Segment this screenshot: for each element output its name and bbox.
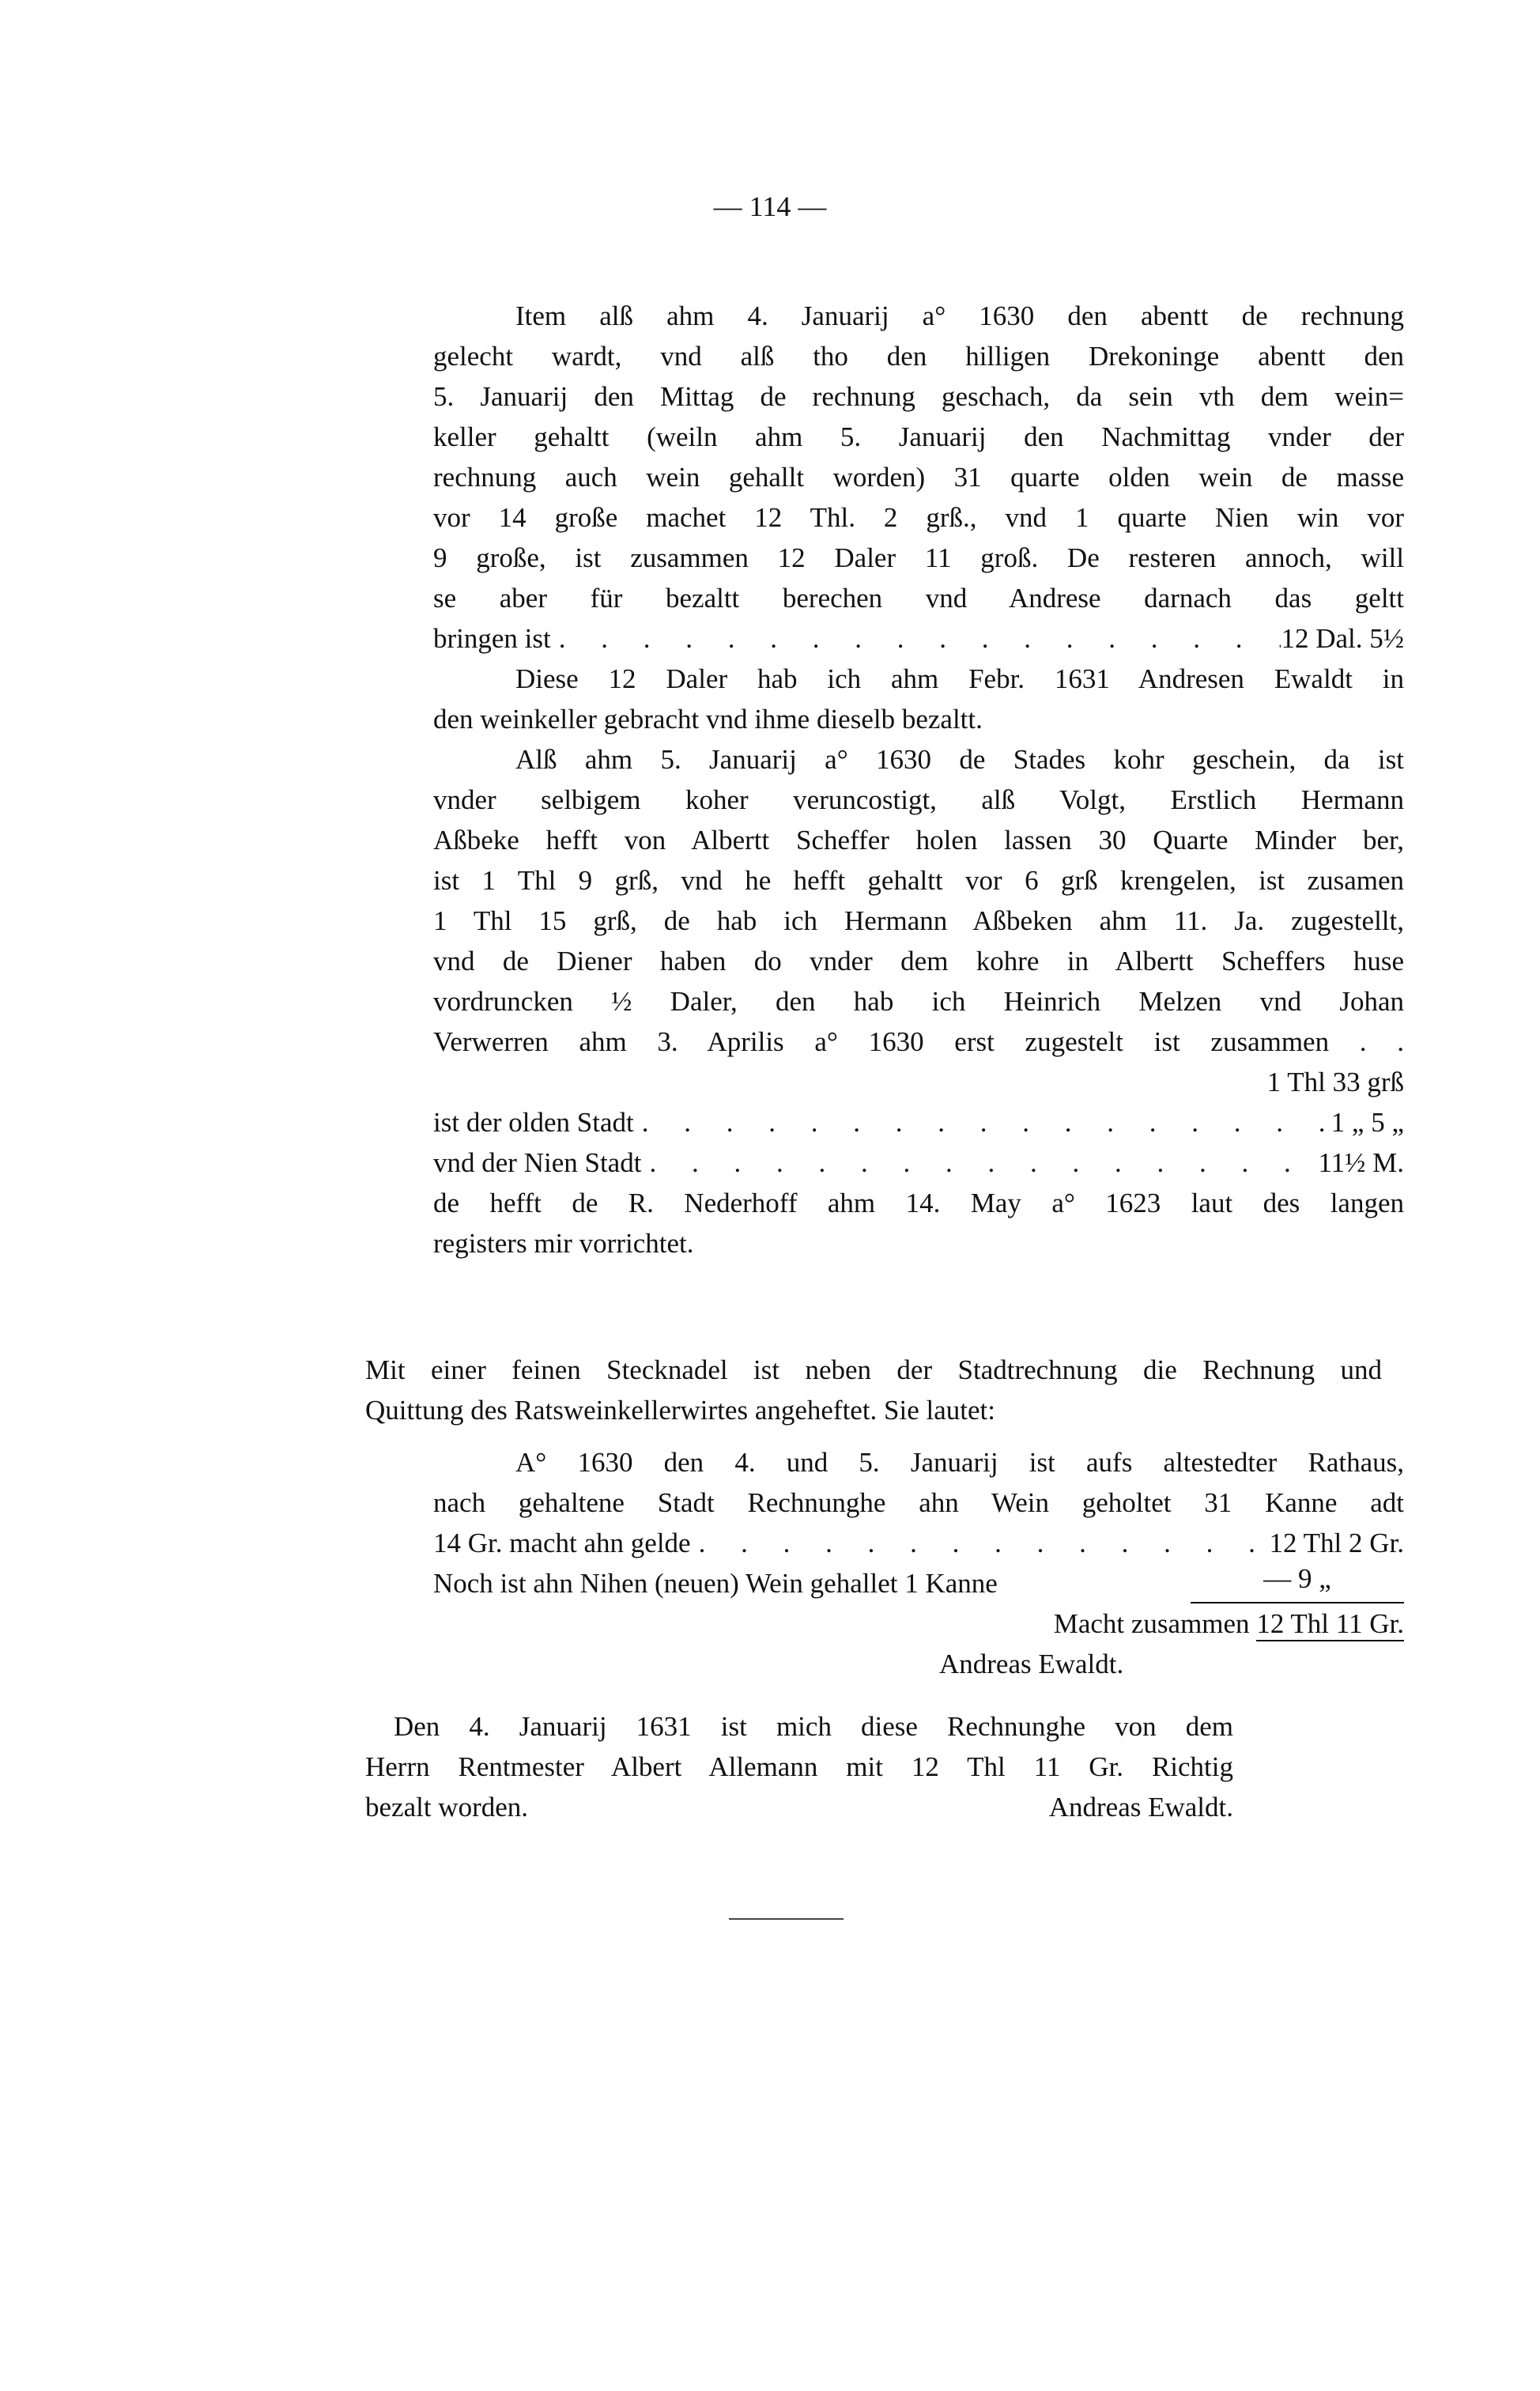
text-line: vnd de Diener haben do vnder dem kohre in Albertt Scheffers huse [433, 946, 1404, 976]
old-town-value: 1 „ 5 „ [1331, 1107, 1404, 1138]
text-line: Diese 12 Daler hab ich ahm Febr. 1631 Andresen Ewaldt in [515, 663, 1404, 694]
text-line: de hefft de R. Nederhoff ahm 14. May a° 1623 laut des langen [433, 1188, 1404, 1218]
receipt-item [433, 1563, 1404, 1603]
text-line: Quittung des Ratsweinkellerwirtes angeheftet. Sie lautet: [365, 1395, 996, 1426]
dot-leader [551, 618, 1281, 659]
receipt [433, 1442, 1404, 1684]
text-line: Aßbeke hefft von Albertt Scheffer holen lassen 30 Quarte Minder ber, [433, 825, 1404, 856]
text-line: 1 Thl 15 grß, de hab ich Hermann Aßbeken ahm 11. Ja. zugestellt, [433, 905, 1404, 936]
text-line: Herrn Rentmester Albert Allemann mit 12 Thl 11 Gr. Richtig [365, 1751, 1233, 1782]
text-line: Mit einer feinen Stecknadel ist neben der Stadtrechnung die Rechnung und [365, 1354, 1382, 1385]
text-line: vordruncken ½ Daler, den hab ich Heinrich Melzen vnd Johan [433, 986, 1404, 1017]
dot-leader [641, 1143, 1318, 1183]
new-town-line [433, 1143, 1404, 1183]
text-line: Item alß ahm 4. Januarij a° 1630 den abentt de rechnung [515, 300, 1404, 331]
text-line: ist 1 Thl 9 grß, vnd he hefft gehaltt vor 6 grß krengelen, ist zusamen [433, 865, 1404, 896]
text-line: vnder selbigem koher veruncostigt, alß Volgt, Erstlich Hermann [433, 784, 1404, 815]
total-line [433, 618, 1404, 659]
old-town-label: ist der olden Stadt [433, 1107, 634, 1138]
dot-leader [634, 1102, 1331, 1143]
text-line: se aber für bezaltt berechen vnd Andrese darnach das geltt [433, 583, 1404, 614]
item-value: 12 Thl 2 Gr. [1269, 1528, 1404, 1558]
item-label: Noch ist ahn Nihen (neuen) Wein gehallet 1 Kanne [433, 1568, 998, 1599]
total-value: 12 Thl 11 Gr. [1256, 1608, 1404, 1641]
signature: Andreas Ewaldt. [939, 1649, 1124, 1679]
text-line: 5. Januarij den Mittag de rechnung geschach, da sein vth dem wein= [433, 381, 1404, 412]
receipt-total [433, 1603, 1404, 1644]
text-line: bezalt worden. [365, 1792, 529, 1823]
account-entry [433, 296, 1404, 1263]
text-line: Verwerren ahm 3. Aprilis a° 1630 erst zugestelt ist zusammen . . [433, 1026, 1404, 1057]
total-label: Macht zusammen [1053, 1608, 1250, 1639]
text-line: Alß ahm 5. Januarij a° 1630 de Stades kohr geschein, da ist [515, 744, 1404, 775]
new-town-value: 11½ M. [1318, 1147, 1404, 1178]
text-line: registers mir vorrichtet. [433, 1228, 694, 1259]
payment-confirmation [365, 1706, 1233, 1827]
text-line: rechnung auch wein gehallt worden) 31 quarte olden wein de masse [433, 462, 1404, 493]
text-line: keller gehaltt (weiln ahm 5. Januarij den Nachmittag vnder der [433, 421, 1404, 452]
page-number: — 114 — [713, 191, 827, 222]
total-value: 12 Dal. 5½ [1281, 623, 1404, 654]
text-line: nach gehaltene Stadt Rechnunghe ahn Wein geholtet 31 Kanne adt [433, 1487, 1404, 1518]
item-value: — 9 „ [1191, 1563, 1404, 1603]
closing-line [365, 1787, 1233, 1827]
dot-leader [691, 1523, 1270, 1563]
old-town-line [433, 1102, 1404, 1143]
item-label: 14 Gr. macht ahn gelde [433, 1528, 691, 1558]
text-line: gelecht wardt, vnd alß tho den hilligen Drekoninge abentt den [433, 341, 1404, 372]
new-town-label: vnd der Nien Stadt [433, 1147, 642, 1178]
text-line: A° 1630 den 4. und 5. Januarij ist aufs altestedter Rathaus, [515, 1447, 1404, 1478]
sum-line: 1 Thl 33 grß [1266, 1067, 1404, 1097]
receipt-item [433, 1523, 1404, 1563]
text-line: Den 4. Januarij 1631 ist mich diese Rechnunghe von dem [394, 1711, 1233, 1742]
section-divider [729, 1918, 844, 1920]
text-line: den weinkeller gebracht vnd ihme dieselb bezaltt. [433, 704, 983, 735]
signature: Andreas Ewaldt. [1048, 1792, 1233, 1823]
text-line: vor 14 große machet 12 Thl. 2 grß., vnd 1 quarte Nien win vor [433, 502, 1404, 533]
editor-note [365, 1350, 1382, 1430]
text-line: 9 große, ist zusammen 12 Daler 11 groß. De resteren annoch, will [433, 542, 1404, 573]
total-label: bringen ist [433, 623, 551, 654]
